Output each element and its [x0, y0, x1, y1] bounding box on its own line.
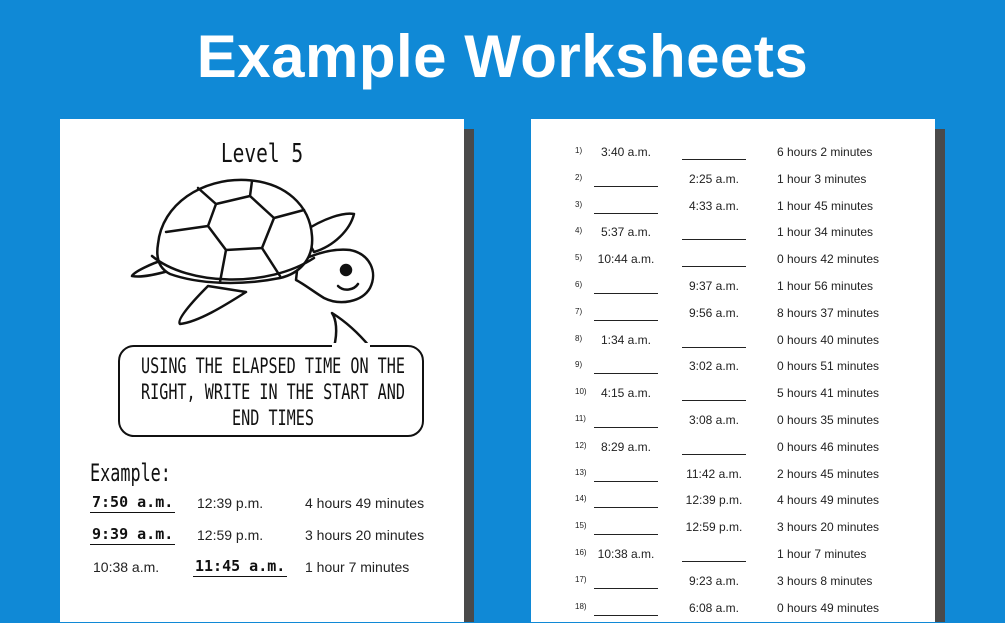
answer-blank — [594, 467, 658, 482]
answer-blank — [682, 386, 746, 401]
worksheet-level-5 — [60, 119, 464, 622]
problem-number: 5) — [575, 253, 583, 263]
problem-end-time: 3:08 a.m. — [688, 413, 740, 427]
answer-line — [594, 172, 658, 187]
problem-row — [531, 359, 935, 381]
answer-blank — [594, 520, 658, 535]
answer-blank — [594, 199, 658, 214]
answer-line — [594, 279, 658, 294]
example-start: 10:38 a.m. — [93, 559, 160, 575]
problem-end-time: 9:23 a.m. — [688, 573, 740, 588]
problem-end-time: 9:56 a.m. — [688, 305, 740, 320]
answer-line — [682, 333, 746, 348]
problem-row — [531, 467, 935, 489]
problem-elapsed: 3 hours 20 minutes — [777, 520, 880, 535]
answer-blank — [682, 333, 746, 348]
answer-blank — [594, 306, 658, 321]
worksheet-problems — [531, 119, 935, 622]
example-row — [60, 495, 464, 523]
problem-elapsed: 2 hours 45 minutes — [777, 466, 880, 481]
problem-row — [531, 440, 935, 462]
problem-elapsed: 0 hours 42 minutes — [777, 252, 880, 267]
example-end: 11:45 a.m. — [195, 557, 286, 575]
answer-line — [682, 252, 746, 267]
example-end: 12:59 p.m. — [197, 527, 264, 543]
problem-end-time: 4:33 a.m. — [688, 198, 740, 213]
problem-number: 8) — [575, 333, 583, 343]
problem-start-time: 5:37 a.m. — [600, 225, 652, 240]
problem-row — [531, 547, 935, 569]
answer-line — [594, 199, 658, 214]
answer-line — [594, 493, 658, 508]
problem-end-time: 11:42 a.m. — [686, 466, 742, 481]
problem-row — [531, 279, 935, 301]
page-title: Example Worksheets — [196, 23, 809, 90]
problem-number: 16) — [575, 548, 587, 557]
answer-blank — [682, 225, 746, 240]
answer-blank — [594, 359, 658, 374]
problem-elapsed: 5 hours 41 minutes — [777, 386, 880, 401]
problem-row — [531, 199, 935, 221]
example-start: 9:39 a.m. — [92, 525, 174, 543]
answer-line — [594, 520, 658, 535]
problem-elapsed: 6 hours 2 minutes — [777, 145, 873, 159]
answer-line — [594, 413, 658, 428]
problem-number: 7) — [575, 306, 583, 316]
answer-line — [682, 145, 746, 160]
problem-row — [531, 520, 935, 542]
problem-row — [531, 333, 935, 355]
problem-end-time: 6:08 a.m. — [688, 600, 740, 615]
example-elapsed: 3 hours 20 minutes — [305, 527, 425, 543]
problem-start-time: 4:15 a.m. — [600, 386, 652, 401]
problem-number: 4) — [575, 226, 583, 236]
problem-end-time: 12:59 p.m. — [685, 520, 743, 535]
example-row — [60, 527, 464, 555]
example-start: 7:50 a.m. — [92, 493, 174, 511]
level-heading: Level 5 — [220, 139, 304, 169]
problem-elapsed: 0 hours 35 minutes — [777, 413, 880, 427]
example-elapsed: 4 hours 49 minutes — [305, 495, 425, 511]
answer-blank — [594, 279, 658, 294]
example-label: Example: — [90, 459, 171, 487]
problem-number: 3) — [575, 199, 583, 209]
answer-line — [594, 574, 658, 589]
problem-number: 12) — [575, 440, 587, 450]
problem-row — [531, 574, 935, 596]
example-end: 12:39 p.m. — [197, 495, 264, 511]
problem-start-time: 10:38 a.m. — [597, 547, 655, 561]
answer-blank — [594, 172, 658, 187]
problem-row — [531, 413, 935, 435]
problem-number: 18) — [575, 601, 587, 611]
problem-start-time: 10:44 a.m. — [597, 252, 655, 267]
problem-row — [531, 252, 935, 274]
problem-elapsed: 4 hours 49 minutes — [777, 493, 880, 508]
problem-row — [531, 172, 935, 194]
problem-end-time: 2:25 a.m. — [688, 171, 740, 186]
problem-row — [531, 145, 935, 167]
problem-row — [531, 386, 935, 408]
problem-end-time: 3:02 a.m. — [688, 359, 740, 374]
problem-start-time: 8:29 a.m. — [600, 439, 652, 454]
answer-line — [594, 359, 658, 374]
problem-start-time: 1:34 a.m. — [600, 332, 652, 347]
problem-number: 13) — [575, 467, 587, 477]
problem-elapsed: 8 hours 37 minutes — [777, 305, 880, 320]
problem-number: 14) — [575, 494, 587, 504]
problem-elapsed: 1 hour 56 minutes — [777, 279, 874, 293]
answer-line — [594, 306, 658, 321]
answer-line — [594, 467, 658, 482]
problem-elapsed: 1 hour 34 minutes — [777, 225, 874, 240]
problem-row — [531, 493, 935, 515]
problem-number: 6) — [575, 280, 583, 289]
answer-blank — [682, 547, 746, 562]
problem-number: 2) — [575, 172, 583, 182]
problem-row — [531, 225, 935, 247]
problem-start-time: 3:40 a.m. — [600, 145, 652, 159]
problem-elapsed: 0 hours 51 minutes — [777, 359, 880, 374]
problem-elapsed: 0 hours 40 minutes — [777, 332, 880, 347]
answer-line — [682, 547, 746, 562]
answer-blank — [594, 413, 658, 428]
problem-number: 1) — [575, 146, 583, 155]
answer-blank — [594, 574, 658, 589]
answer-blank — [594, 493, 658, 508]
example-row — [60, 559, 464, 587]
problem-elapsed: 0 hours 46 minutes — [777, 439, 880, 454]
problem-elapsed: 1 hour 3 minutes — [777, 171, 867, 186]
problem-row — [531, 306, 935, 328]
problem-number: 11) — [575, 414, 586, 423]
problem-number: 15) — [575, 521, 587, 531]
answer-blank — [682, 145, 746, 160]
answer-line — [594, 601, 658, 616]
problem-number: 9) — [575, 360, 583, 370]
instructions-text: USING THE ELAPSED TIME ON THE RIGHT, WRITE IN THE START AND END TIMES — [141, 354, 405, 430]
problem-end-time: 9:37 a.m. — [688, 279, 740, 293]
problem-elapsed: 1 hour 45 minutes — [777, 198, 874, 213]
problem-elapsed: 1 hour 7 minutes — [777, 547, 867, 561]
answer-line — [682, 440, 746, 455]
problem-elapsed: 3 hours 8 minutes — [777, 573, 873, 588]
answer-blank — [682, 252, 746, 267]
problem-number: 17) — [575, 574, 587, 584]
example-elapsed: 1 hour 7 minutes — [305, 559, 410, 575]
answer-blank — [594, 601, 658, 616]
answer-line — [682, 386, 746, 401]
problem-elapsed: 0 hours 49 minutes — [777, 600, 880, 615]
problem-end-time: 12:39 p.m. — [685, 493, 743, 508]
problem-row — [531, 601, 935, 623]
answer-blank — [682, 440, 746, 455]
answer-line — [682, 225, 746, 240]
problem-number: 10) — [575, 387, 587, 397]
